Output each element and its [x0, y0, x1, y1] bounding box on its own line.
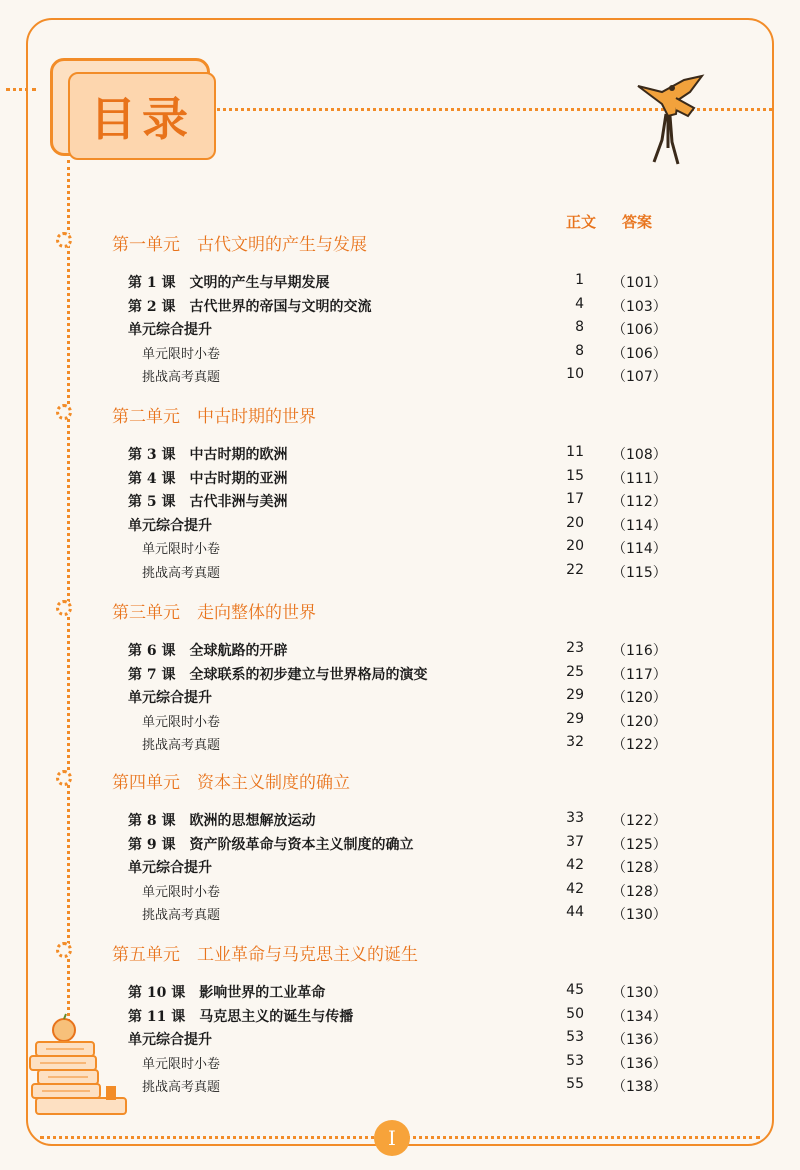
toc-entry-answer-page: （114）	[612, 517, 667, 534]
toc-entry-label: 第 9 课 资产阶级革命与资本主义制度的确立	[128, 836, 414, 853]
toc-entry-answer-page: （122）	[612, 813, 667, 829]
toc-entry-answer-page: （101）	[612, 275, 667, 291]
toc-entry-page: 29	[566, 710, 584, 727]
toc-entry-page: 44	[566, 904, 584, 920]
toc-entry-label: 单元综合提升	[128, 517, 212, 534]
toc-entry-page: 1	[575, 272, 584, 288]
toc-entry-label: 第 4 课 中古时期的亚洲	[128, 470, 288, 487]
toc-entry[interactable]	[0, 687, 800, 709]
toc-entry-label: 单元限时小卷	[142, 1056, 221, 1072]
books-apple-icon	[26, 1012, 136, 1122]
toc-entry[interactable]	[0, 343, 800, 365]
toc-entry-page: 17	[566, 491, 584, 507]
toc-entry-page: 42	[566, 880, 584, 897]
unit-marker-icon	[56, 232, 72, 248]
unit-title[interactable]: 第三单元 走向整体的世界	[112, 603, 316, 623]
toc-entry[interactable]	[0, 881, 800, 903]
toc-entry-answer-page: （115）	[612, 564, 667, 581]
toc-entry-page: 33	[566, 810, 584, 826]
unit-marker-icon	[56, 942, 72, 958]
toc-entry-label: 单元限时小卷	[142, 714, 221, 730]
toc-entry-label: 第 8 课 欧洲的思想解放运动	[128, 813, 316, 829]
toc-entry-page: 10	[566, 366, 584, 382]
toc-entry[interactable]	[0, 444, 800, 466]
toc-entry-answer-page: （122）	[612, 737, 667, 753]
column-head-body: 正文	[566, 213, 597, 231]
toc-entry[interactable]	[0, 734, 800, 756]
toc-entry-answer-page: （134）	[612, 1008, 667, 1025]
toc-entry-page: 8	[575, 319, 584, 335]
toc-entry-label: 单元综合提升	[128, 322, 212, 338]
toc-entry-page: 23	[566, 640, 584, 656]
unit-heading	[56, 940, 756, 966]
toc-entry-page: 8	[575, 342, 584, 359]
toc-entry-page: 22	[566, 561, 584, 578]
unit-marker-icon	[56, 600, 72, 616]
toc-entry-label: 单元综合提升	[128, 860, 212, 876]
unit-title[interactable]: 第一单元 古代文明的产生与发展	[112, 235, 367, 255]
toc-entry-answer-page: （107）	[612, 369, 667, 385]
toc-entry-label: 单元限时小卷	[142, 346, 221, 362]
unit-heading	[56, 230, 756, 256]
page-title: 目录	[90, 92, 194, 146]
toc-entry-page: 25	[566, 663, 584, 680]
toc-entry-answer-page: （117）	[612, 666, 667, 683]
toc-entry-label: 第 7 课 全球联系的初步建立与世界格局的演变	[128, 666, 428, 683]
toc-entry-answer-page: （114）	[612, 541, 667, 557]
toc-entry[interactable]	[0, 272, 800, 294]
unit-heading	[56, 402, 756, 428]
toc-entry-answer-page: （103）	[612, 298, 667, 315]
toc-entry[interactable]	[0, 366, 800, 388]
toc-entry-answer-page: （138）	[612, 1079, 667, 1095]
toc-entry[interactable]	[0, 711, 800, 733]
toc-entry-page: 53	[566, 1029, 584, 1045]
toc-entry-label: 第 3 课 中古时期的欧洲	[128, 447, 288, 463]
toc-entry-answer-page: （106）	[612, 345, 667, 362]
toc-entry-label: 第 1 课 文明的产生与早期发展	[128, 275, 330, 291]
toc-entry[interactable]	[0, 640, 800, 662]
toc-entry-answer-page: （128）	[612, 883, 667, 900]
toc-entry-label: 第 5 课 古代非洲与美洲	[128, 494, 288, 510]
toc-entry-label: 第 2 课 古代世界的帝国与文明的交流	[128, 298, 372, 315]
toc-entry-label: 挑战高考真题	[142, 565, 221, 581]
toc-entry-answer-page: （125）	[612, 836, 667, 853]
unit-title[interactable]: 第五单元 工业革命与马克思主义的诞生	[112, 945, 418, 965]
toc-entry-answer-page: （120）	[612, 690, 667, 706]
toc-entry-label: 第 6 课 全球航路的开辟	[128, 643, 288, 659]
toc-entry-page: 37	[566, 833, 584, 850]
toc-entry-label: 单元限时小卷	[142, 884, 221, 900]
toc-entry-page: 53	[566, 1052, 584, 1069]
toc-entry-answer-page: （128）	[612, 860, 667, 876]
toc-entry-label: 挑战高考真题	[142, 1080, 221, 1095]
toc-entry[interactable]	[0, 904, 800, 926]
toc-entry[interactable]	[0, 834, 800, 856]
title-box	[68, 72, 216, 160]
toc-entry-page: 45	[566, 982, 584, 998]
toc-entry-answer-page: （106）	[612, 322, 667, 338]
toc-entry[interactable]	[0, 538, 800, 560]
toc-entry-answer-page: （120）	[612, 713, 667, 730]
toc-entry-label: 第 11 课 马克思主义的诞生与传播	[128, 1008, 354, 1025]
frame-dots	[6, 88, 36, 91]
toc-entry-label: 挑战高考真题	[142, 908, 221, 923]
toc-entry-page: 20	[566, 538, 584, 554]
toc-entry-page: 11	[566, 444, 584, 460]
toc-entry[interactable]	[0, 982, 800, 1004]
toc-entry[interactable]	[0, 296, 800, 318]
toc-entry[interactable]	[0, 810, 800, 832]
unit-heading	[56, 598, 756, 624]
toc-entry[interactable]	[0, 857, 800, 879]
column-head-answer: 答案	[622, 213, 653, 231]
toc-entry-page: 50	[566, 1005, 584, 1022]
toc-entry-answer-page: （130）	[612, 907, 667, 923]
toc-entry[interactable]	[0, 319, 800, 341]
toc-entry-answer-page: （108）	[612, 447, 667, 463]
toc-entry[interactable]	[0, 664, 800, 686]
toc-entry-page: 32	[566, 734, 584, 750]
toc-entry-answer-page: （111）	[612, 470, 667, 487]
toc-entry-page: 4	[575, 295, 584, 312]
toc-entry-page: 55	[566, 1076, 584, 1092]
toc-entry[interactable]	[0, 562, 800, 584]
page-number: I	[374, 1120, 410, 1156]
unit-heading	[56, 768, 756, 794]
toc-entry-label: 第 10 课 影响世界的工业革命	[128, 985, 326, 1001]
toc-entry-answer-page: （112）	[612, 494, 667, 510]
unit-title[interactable]: 第二单元 中古时期的世界	[112, 407, 316, 427]
toc-entry-answer-page: （130）	[612, 985, 667, 1001]
toc-entry-answer-page: （136）	[612, 1032, 667, 1048]
toc-entry[interactable]	[0, 468, 800, 490]
toc-entry-answer-page: （136）	[612, 1055, 667, 1072]
unit-marker-icon	[56, 770, 72, 786]
toc-entry-page: 15	[566, 467, 584, 484]
toc-entry-label: 单元综合提升	[128, 690, 212, 706]
unit-title[interactable]: 第四单元 资本主义制度的确立	[112, 773, 350, 793]
toc-entry-label: 单元综合提升	[128, 1032, 212, 1048]
toc-entry-label: 挑战高考真题	[142, 738, 221, 753]
toc-entry-label: 单元限时小卷	[142, 542, 221, 557]
toc-entry-label: 挑战高考真题	[142, 370, 221, 385]
toc-entry-answer-page: （116）	[612, 643, 667, 659]
toc-entry-page: 42	[566, 857, 584, 873]
toc-entry-page: 20	[566, 514, 584, 531]
bronze-vessel-icon	[632, 70, 710, 170]
toc-entry-page: 29	[566, 687, 584, 703]
toc-entry[interactable]	[0, 491, 800, 513]
unit-marker-icon	[56, 404, 72, 420]
toc-entry[interactable]	[0, 515, 800, 537]
